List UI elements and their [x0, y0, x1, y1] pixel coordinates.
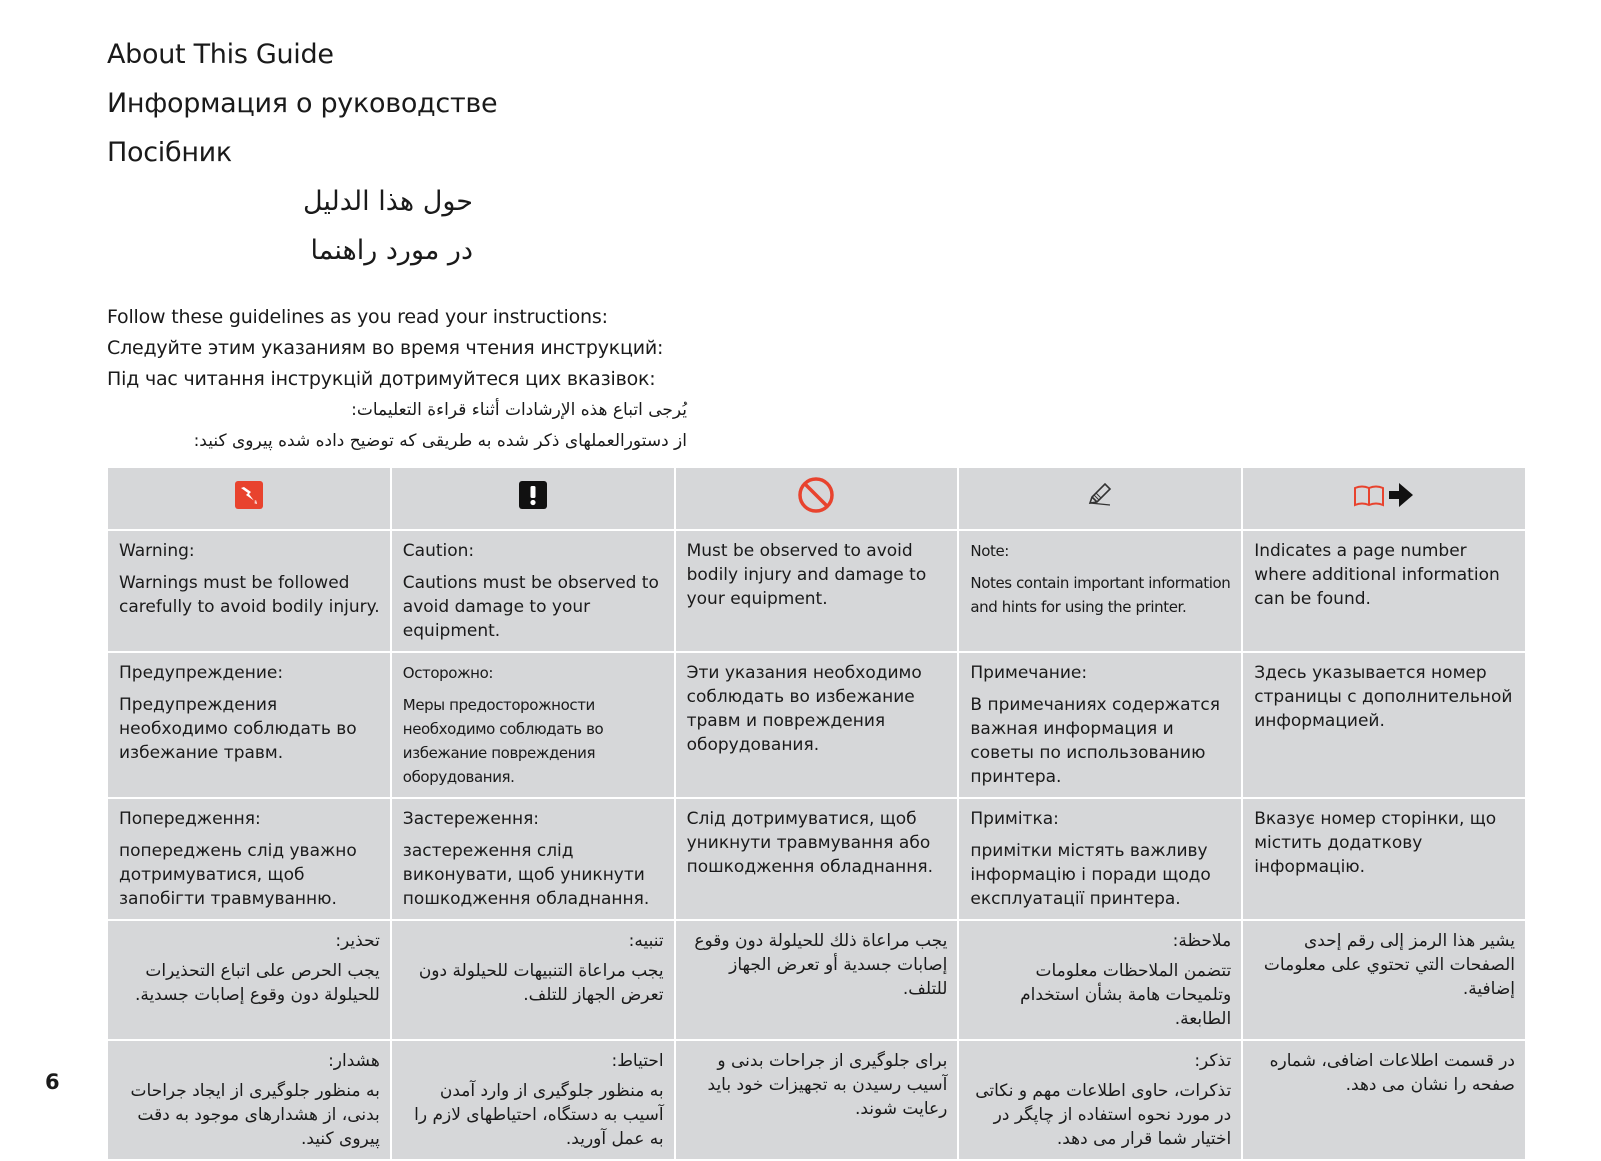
label-uk-caution: Застереження: — [402, 809, 540, 829]
cell-ar-must — [675, 920, 959, 1040]
cell-uk-must — [675, 798, 959, 920]
label-en-note: Note: — [970, 542, 1009, 560]
title-uk: Посібник — [107, 137, 232, 168]
page-reference-icon — [1353, 480, 1415, 517]
cell-uk-note — [958, 798, 1242, 920]
title-ar: حول هذا الدليل — [302, 186, 473, 217]
text-ar-note: تتضمن الملاحظات معلومات وتلميحات هامة بشأن استخدام الطابعة. — [1020, 961, 1232, 1029]
text-en-warning: Warnings must be followed carefully to avoid bodily injury. — [119, 573, 380, 617]
row-uk — [107, 798, 1526, 920]
title-fa: در مورد راهنما — [310, 235, 473, 266]
icon-cell-reference — [1242, 467, 1526, 530]
icon-cell-warning — [107, 467, 391, 530]
text-uk-warning: попереджень слід уважно дотримуватися, щоб запобігти травмуванню. — [119, 841, 357, 909]
cell-en-caution — [391, 530, 675, 652]
icon-cell-prohibited — [675, 467, 959, 530]
page-number: 6 — [45, 1070, 60, 1094]
row-fa — [107, 1040, 1526, 1160]
cell-fa-note — [958, 1040, 1242, 1160]
cell-fa-caution — [391, 1040, 675, 1160]
title-ru: Информация о руководстве — [107, 88, 498, 119]
cell-ar-note — [958, 920, 1242, 1040]
warning-icon — [235, 481, 263, 516]
text-uk-caution: застереження слід виконувати, щоб уникнути пошкодження обладнання. — [402, 841, 650, 909]
text-ru-caution: Меры предосторожности необходимо соблюдать во избежание повреждения оборудования. — [402, 696, 604, 786]
text-fa-ref: در قسمت اطلاعات اضافی، شماره صفحه را نشان می دهد. — [1269, 1051, 1515, 1095]
icon-cell-note — [958, 467, 1242, 530]
title-en: About This Guide — [107, 39, 334, 70]
prohibited-icon — [797, 476, 835, 521]
cell-en-must — [675, 530, 959, 652]
cell-en-ref — [1242, 530, 1526, 652]
text-uk-ref: Вказує номер сторінки, що містить додаткову інформацію. — [1254, 809, 1497, 877]
text-ru-note: В примечаниях содержатся важная информация и советы по использованию принтера. — [970, 695, 1220, 787]
cell-ru-caution — [391, 652, 675, 798]
row-ar — [107, 920, 1526, 1040]
text-ar-warning: يجب الحرص على اتباع التحذيرات للحيلولة دون وقوع إصابات جسدية. — [134, 961, 380, 1005]
row-ru — [107, 652, 1526, 798]
text-uk-must: Слід дотримуватися, щоб уникнути травмування або пошкодження обладнання. — [686, 809, 934, 877]
text-en-caution: Cautions must be observed to avoid damage to your equipment. — [402, 573, 659, 641]
text-ru-warning: Предупреждения необходимо соблюдать во избежание травм. — [119, 695, 357, 763]
cell-fa-must — [675, 1040, 959, 1160]
symbols-table — [106, 466, 1527, 1161]
label-fa-warning: هشدار: — [328, 1051, 380, 1071]
label-en-warning: Warning: — [119, 541, 195, 561]
text-uk-note: примітки містять важливу інформацію і поради щодо експлуатації принтера. — [970, 841, 1211, 909]
text-ru-ref: Здесь указывается номер страницы с дополнительной информацией. — [1254, 663, 1513, 731]
label-ru-warning: Предупреждение: — [119, 663, 284, 683]
intro-ru: Следуйте этим указаниям во время чтения инструкций: — [107, 337, 664, 359]
cell-en-warning — [107, 530, 391, 652]
cell-uk-caution — [391, 798, 675, 920]
icon-row — [107, 467, 1526, 530]
intro-ar: يُرجى اتباع هذه الإرشادات أثناء قراءة التعليمات: — [351, 400, 687, 420]
title-block — [107, 40, 707, 285]
intro-en: Follow these guidelines as you read your instructions: — [107, 306, 608, 328]
text-fa-caution: به منظور جلوگیری از وارد آمدن آسیب به دستگاه، احتیاطهای لازم را به عمل آورید. — [414, 1081, 664, 1149]
text-fa-note: تذکرات، حاوی اطلاعات مهم و نکاتی در مورد نحوه استفاده از چاپگر در اختیار شما قرار می دهد. — [975, 1081, 1232, 1149]
label-uk-note: Примітка: — [970, 809, 1059, 829]
label-fa-note: تذکر: — [1194, 1051, 1232, 1071]
label-ar-warning: تحذير: — [335, 931, 380, 951]
text-en-ref: Indicates a page number where additional information can be found. — [1254, 541, 1500, 609]
cell-ar-caution — [391, 920, 675, 1040]
cell-fa-warning — [107, 1040, 391, 1160]
cell-uk-warning — [107, 798, 391, 920]
text-fa-warning: به منظور جلوگیری از ایجاد جراحات بدنی، از هشدارهای موجود به دقت پیروی کنید. — [130, 1081, 380, 1149]
label-uk-warning: Попередження: — [119, 809, 261, 829]
note-icon — [1085, 480, 1115, 517]
label-en-caution: Caution: — [402, 541, 475, 561]
cell-en-note — [958, 530, 1242, 652]
cell-ar-ref — [1242, 920, 1526, 1040]
label-ar-note: ملاحظة: — [1172, 931, 1232, 951]
text-fa-must: برای جلوگیری از جراحات بدنی و آسیب رسیدن به تجهیزات خود باید رعایت شوند. — [707, 1051, 948, 1119]
text-ar-ref: يشير هذا الرمز إلى رقم إحدى الصفحات التي تحتوي على معلومات إضافية. — [1263, 931, 1515, 999]
cell-ru-warning — [107, 652, 391, 798]
cell-ru-note — [958, 652, 1242, 798]
text-ar-must: يجب مراعاة ذلك للحيلولة دون وقوع إصابات جسدية أو تعرض الجهاز للتلف. — [694, 931, 948, 999]
text-ar-caution: يجب مراعاة التنبيهات للحيلولة دون تعرض الجهاز للتلف. — [418, 961, 664, 1005]
cell-uk-ref — [1242, 798, 1526, 920]
text-ru-must: Эти указания необходимо соблюдать во избежание травм и повреждения оборудования. — [686, 663, 922, 755]
caution-icon — [519, 481, 547, 516]
intro-block — [107, 302, 687, 457]
label-ar-caution: تنبيه: — [628, 931, 664, 951]
intro-uk: Під час читання інструкцій дотримуйтеся цих вказівок: — [107, 368, 656, 390]
row-en — [107, 530, 1526, 652]
label-ru-caution: Осторожно: — [402, 664, 494, 682]
text-en-note: Notes contain important information and hints for using the printer. — [970, 574, 1231, 616]
text-en-must: Must be observed to avoid bodily injury and damage to your equipment. — [686, 541, 927, 609]
cell-ar-warning — [107, 920, 391, 1040]
intro-fa: از دستورالعملهای ذکر شده به طریقی که توضیح داده شده پیروی کنید: — [193, 431, 687, 451]
label-fa-caution: احتیاط: — [611, 1051, 664, 1071]
icon-cell-caution — [391, 467, 675, 530]
label-ru-note: Примечание: — [970, 663, 1088, 683]
cell-fa-ref — [1242, 1040, 1526, 1160]
cell-ru-must — [675, 652, 959, 798]
cell-ru-ref — [1242, 652, 1526, 798]
